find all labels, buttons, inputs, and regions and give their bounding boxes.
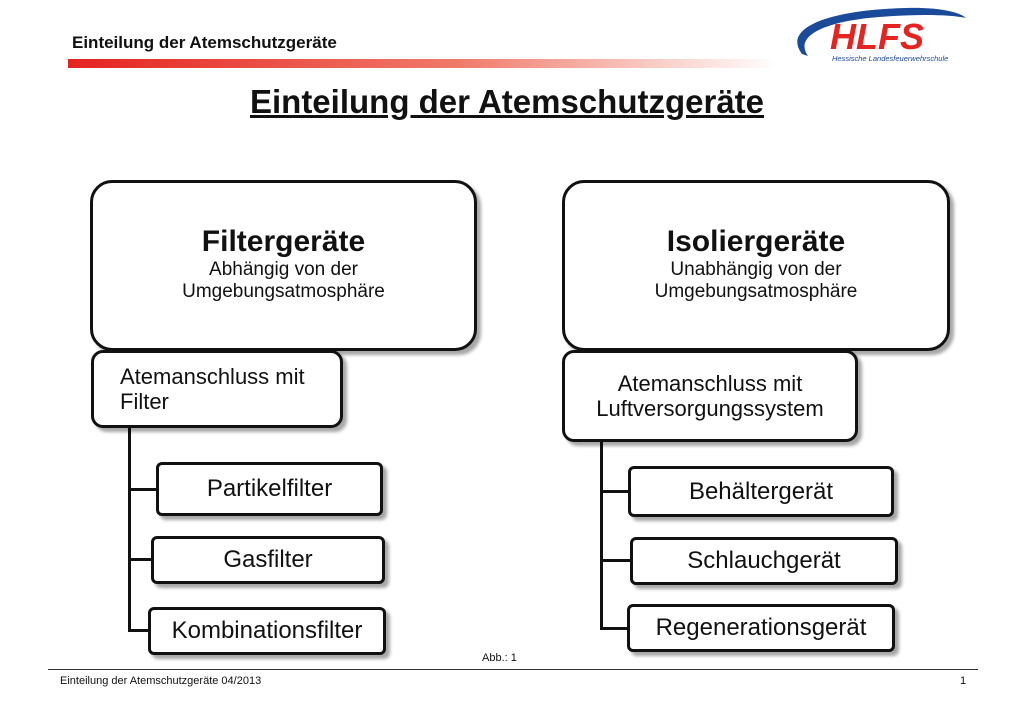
footer-text: Einteilung der Atemschutzgeräte 04/2013 [60,675,262,687]
filtergeraete-sub-line1: Abhängig von der [209,259,358,280]
figure-caption: Abb.: 1 [482,652,517,664]
left-connector-box [91,350,343,428]
footer-divider [48,669,978,670]
left-connector-line1: Atemanschluss mit [120,364,305,389]
item-partikelfilter: Partikelfilter [156,462,383,516]
item-regenerationsgeraet: Regenerationsgerät [627,604,895,652]
item-gasfilter: Gasfilter [151,536,385,584]
header-accent-bar [68,59,778,68]
right-connector-line2: Luftversorgungssystem [596,396,824,421]
item-behaeltergeraet: Behältergerät [628,466,894,517]
right-branch-2 [600,559,630,562]
left-branch-3 [128,629,150,632]
item-kombinationsfilter: Kombinationsfilter [148,607,386,655]
page-number: 1 [960,675,967,687]
isoliergeraete-sub-line1: Unabhängig von der [670,259,842,280]
isoliergeraete-heading: Isoliergeräte [666,225,846,258]
left-branch-2 [128,558,153,561]
hlfs-logo [788,6,968,64]
header-label: Einteilung der Atemschutzgeräte [72,33,337,52]
logo-subtitle: Hessische Landesfeuerwehrschule [832,54,949,63]
right-tree-trunk [600,440,603,630]
filtergeraete-sub-line2: Umgebungsatmosphäre [182,281,385,302]
left-connector-line2: Filter [120,389,169,414]
page-title: Einteilung der Atemschutzgeräte [249,83,765,120]
filtergeraete-box [90,180,477,351]
isoliergeraete-box [562,180,950,351]
isoliergeraete-sub-line2: Umgebungsatmosphäre [654,281,858,302]
right-branch-3 [600,627,628,630]
left-branch-1 [128,488,158,491]
filtergeraete-heading: Filtergeräte [201,225,366,258]
item-schlauchgeraet: Schlauchgerät [630,537,898,585]
right-connector-box [562,350,858,442]
right-connector-line1: Atemanschluss mit [617,371,803,396]
right-branch-1 [600,490,630,493]
logo-text: HLFS [830,16,924,57]
left-tree-trunk [128,425,131,632]
